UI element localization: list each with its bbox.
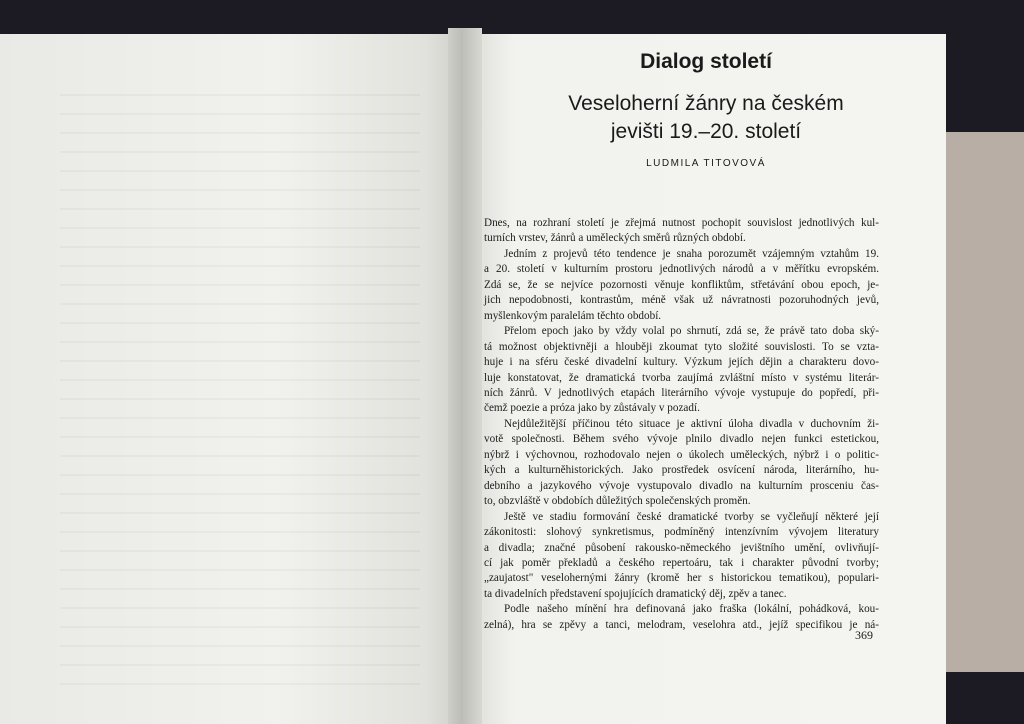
text-line: Nejdůležitější příčinou této situace je aktivní úloha divadla v duchovním ži- bbox=[504, 417, 879, 430]
text-line: tá možnost objektivněji a hlouběji zkoumat tyto složité souvislosti. To se vzta- bbox=[484, 340, 879, 353]
page-number: 369 bbox=[855, 628, 873, 642]
left-page-bleed-through bbox=[60, 94, 420, 694]
text-line: zelná), hra se zpěvy a tanci, melodram, veselohra atd., jejíž specifikou je ná- bbox=[484, 618, 879, 631]
text-line: Dnes, na rozhraní století je zřejmá nutnost pochopit souvislost jednotlivých kul- bbox=[484, 217, 879, 229]
article-title-line: Veseloherní žánry na českém bbox=[568, 92, 844, 115]
text-line: to, obzvláště v obdobích důležitých společenských proměn. bbox=[484, 495, 751, 508]
text-line: luje konstatovat, že dramatická tvorba zaujímá zvláštní místo v systému literár- bbox=[484, 371, 879, 384]
text-line: Přelom epoch jako by vždy volal po shrnutí, zdá se, že právě tato doba ský- bbox=[504, 325, 879, 338]
background-book-edge bbox=[944, 132, 1024, 672]
text-line: ních žánrů. V jednotlivých etapách literárního vývoje vystupuje do popředí, při- bbox=[484, 386, 879, 399]
text-line: zákonitosti: slohový synkretismus, podmíněný intenzívním vývojem literatury bbox=[484, 526, 879, 539]
text-line: Podle našeho mínění hra definovaná jako fraška (lokální, pohádková, kou- bbox=[504, 603, 879, 616]
text-line: myšlenkovým paralelám těchto období. bbox=[484, 309, 662, 322]
article-title-line: jevišti 19.–20. století bbox=[610, 120, 802, 143]
author-name: LUDMILA TITOVOVÁ bbox=[646, 158, 766, 169]
text-line: kých a kulturněhistorických. Jako prostředek osvícení národa, literárního, hu- bbox=[484, 464, 879, 477]
text-line: Jedním z projevů této tendence je snaha porozumět vzájemným vztahům 19. bbox=[504, 247, 879, 260]
text-line: debního a jazykového vývoje vystupovalo divadlo na kulturním prosceniu čas- bbox=[484, 479, 879, 492]
section-title: Dialog století bbox=[640, 50, 772, 73]
text-line: nýbrž i výchovnou, rozhodovalo nejen o úkolech uměleckých, nýbrž i o politic- bbox=[484, 448, 879, 461]
text-line: jich nepodobnosti, kontrastům, méně však už návratnosti pozoruhodných jevů, bbox=[484, 294, 879, 307]
article-title bbox=[466, 90, 946, 146]
article-body bbox=[484, 216, 879, 633]
text-line: ta divadelních představení spojujících dramatický děj, zpěv a tanec. bbox=[484, 587, 787, 600]
text-line: a 20. století v kulturním prostoru jednotlivých národů a v měřítku evropském. bbox=[484, 263, 879, 276]
text-line: turních vrstev, žánrů a uměleckých směrů různých období. bbox=[484, 232, 746, 245]
text-line: votě společnosti. Během svého vývoje plnilo divadlo nejen funkci estetickou, bbox=[484, 433, 879, 446]
text-line: cí jak poměr překladů a českého repertoáru, tak i charakter původní tvorby; bbox=[484, 556, 879, 569]
text-line: Zdá se, že se nejvíce pozornosti věnuje konfliktům, střetávání obou epoch, je- bbox=[484, 278, 879, 291]
text-line: „zaujatost" veselohernými žánry (kromě her s historickou tematikou), populari- bbox=[484, 572, 879, 585]
text-line: Ještě ve stadiu formování české dramatické tvorby se vyčleňují některé její bbox=[504, 510, 879, 523]
text-line: huje i na sféru české divadelní kultury. Výzkum jejích dějin a charakteru dovo- bbox=[484, 356, 879, 369]
left-page-blank bbox=[0, 34, 462, 724]
text-line: čemž poezie a próza jako by zůstávaly v pozadí. bbox=[484, 402, 700, 415]
text-line: a divadla; značné působení rakousko-německého jevištního umění, ovlivňují- bbox=[484, 541, 879, 554]
